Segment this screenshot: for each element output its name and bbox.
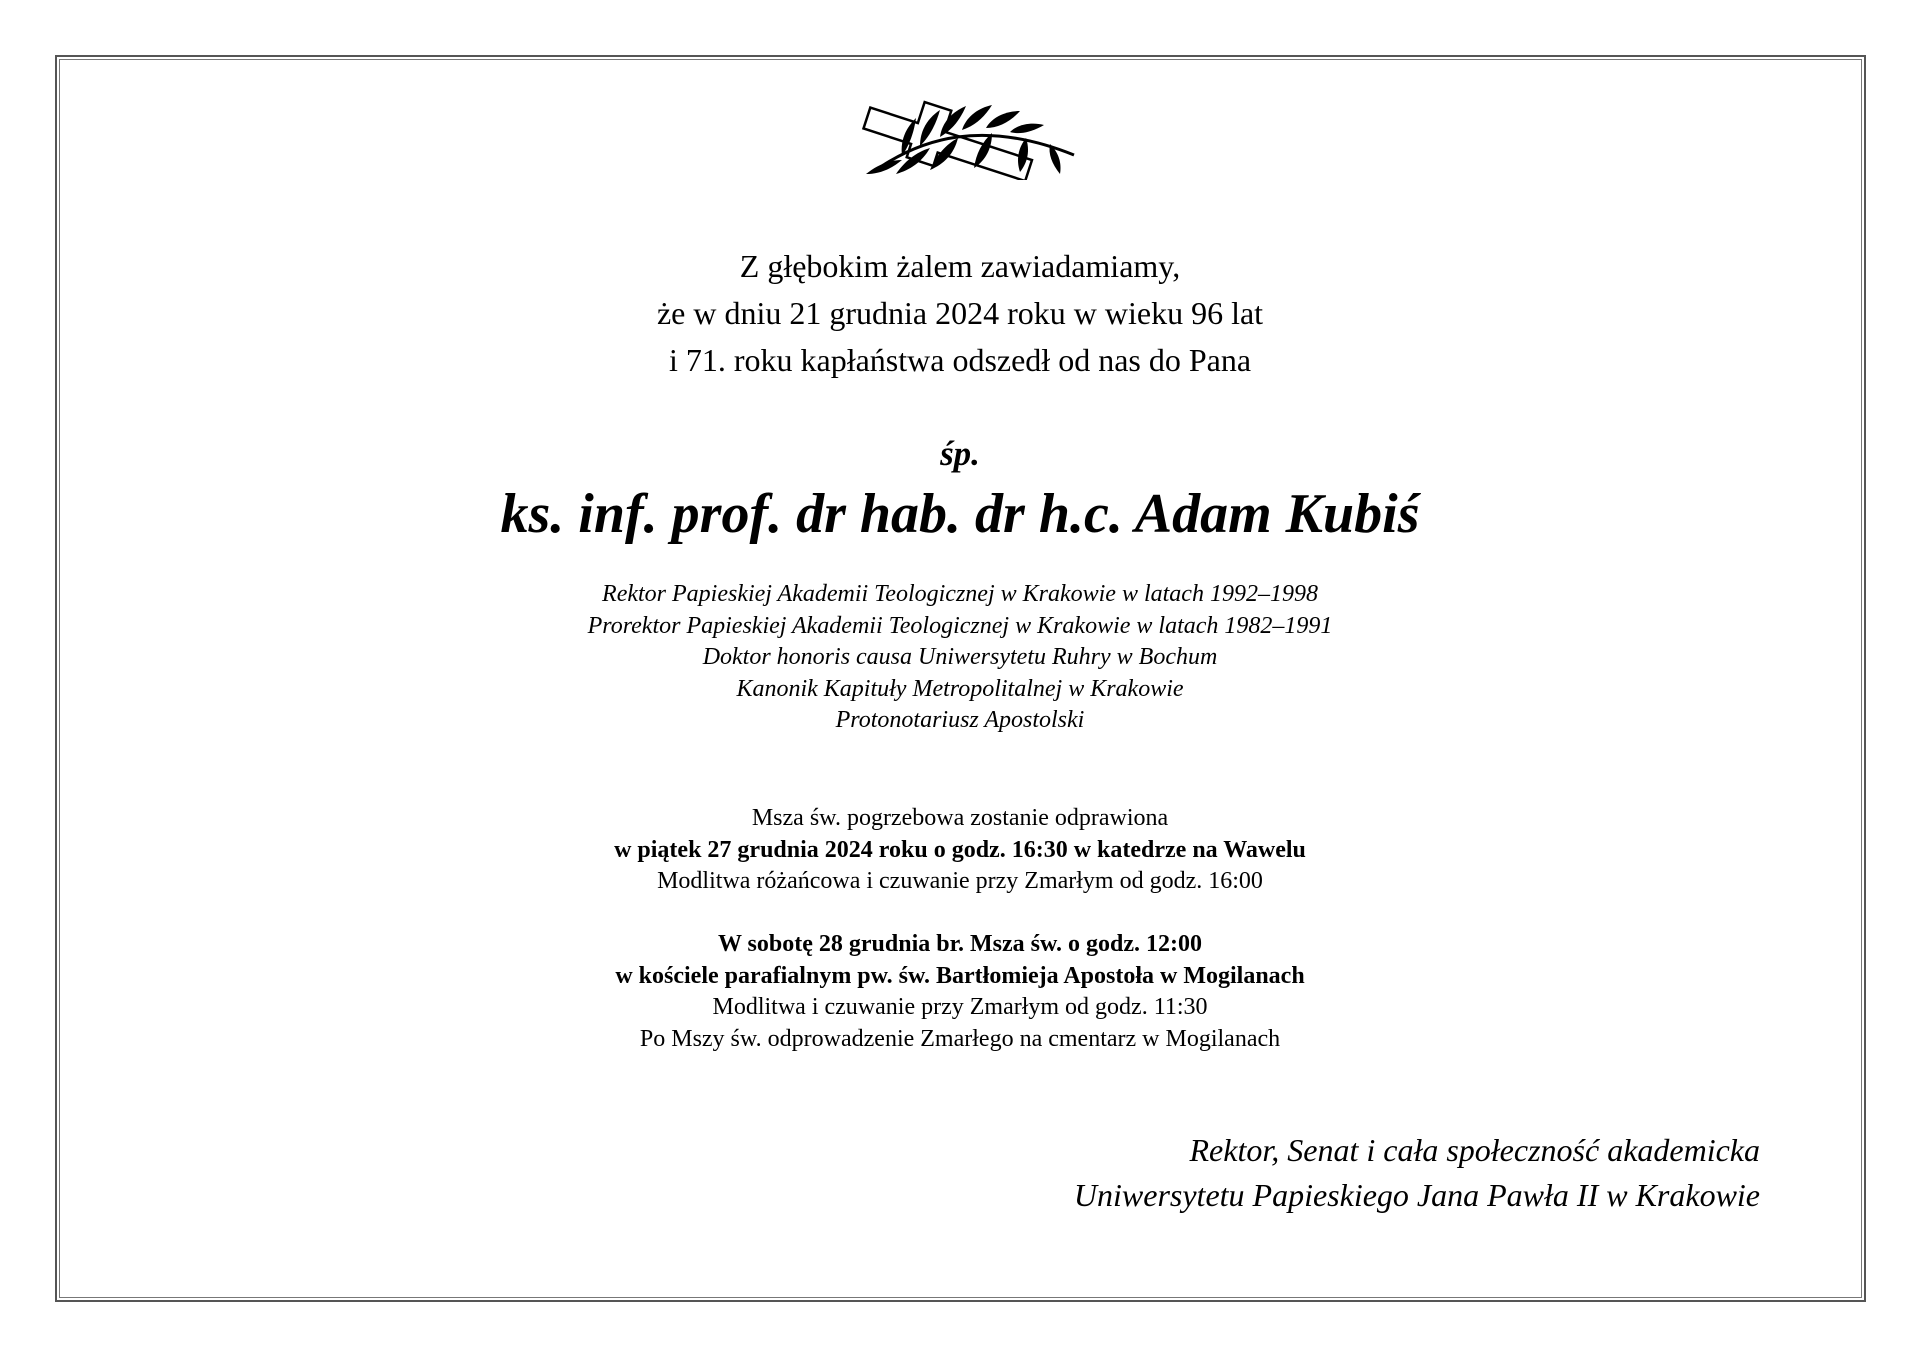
cross-with-palm-branch-icon (842, 100, 1084, 180)
intro-line: że w dniu 21 grudnia 2024 roku w wieku 96 lat (656, 295, 1264, 331)
saturday-line: Modlitwa i czuwanie przy Zmarłym od godz. 11:30 (712, 994, 1208, 1020)
saturday-date: W sobotę 28 grudnia br. Msza św. o godz. 12:00 (717, 931, 1203, 957)
title-line: Prorektor Papieskiej Akademii Teologicznej w Krakowie w latach 1982–1991 (587, 612, 1333, 639)
signature (1074, 1128, 1760, 1218)
funeral-date-place: w piątek 27 grudnia 2024 roku o godz. 16:30 w katedrze na Wawelu (614, 836, 1306, 863)
title-line: Protonotariusz Apostolski (835, 707, 1085, 733)
saturday-line: Po Mszy św. odprowadzenie Zmarłego na cmentarz w Mogilanach (639, 1025, 1281, 1052)
saturday-mass-info (0, 929, 1920, 1055)
title-line: Rektor Papieskiej Akademii Teologicznej w Krakowie w latach 1992–1998 (602, 581, 1318, 607)
intro-line: Z głębokim żalem zawiadamiamy, (739, 248, 1181, 284)
title-line: Kanonik Kapituły Metropolitalnej w Krakowie (736, 675, 1184, 702)
deceased-titles (0, 579, 1920, 737)
signature-line: Uniwersytetu Papieskiego Jana Pawła II w Krakowie (1073, 1177, 1760, 1213)
deceased-name: ks. inf. prof. dr hab. dr h.c. Adam Kubiś (500, 483, 1420, 545)
intro-line: i 71. roku kapłaństwa odszedł od nas do Pana (668, 342, 1252, 378)
saturday-place: w kościele parafialnym pw. św. Bartłomieja Apostoła w Mogilanach (615, 962, 1305, 989)
funeral-line: Msza św. pogrzebowa zostanie odprawiona (751, 805, 1169, 831)
title-line: Doktor honoris causa Uniwersytetu Ruhry w Bochum (702, 644, 1218, 670)
funeral-line: Modlitwa różańcowa i czuwanie przy Zmarłym od godz. 16:00 (657, 868, 1263, 894)
signature-line: Rektor, Senat i cała społeczność akademicka (1189, 1132, 1760, 1168)
funeral-mass-info (0, 803, 1920, 898)
deceased-prefix: śp. (940, 434, 980, 473)
announcement-intro (0, 243, 1920, 384)
